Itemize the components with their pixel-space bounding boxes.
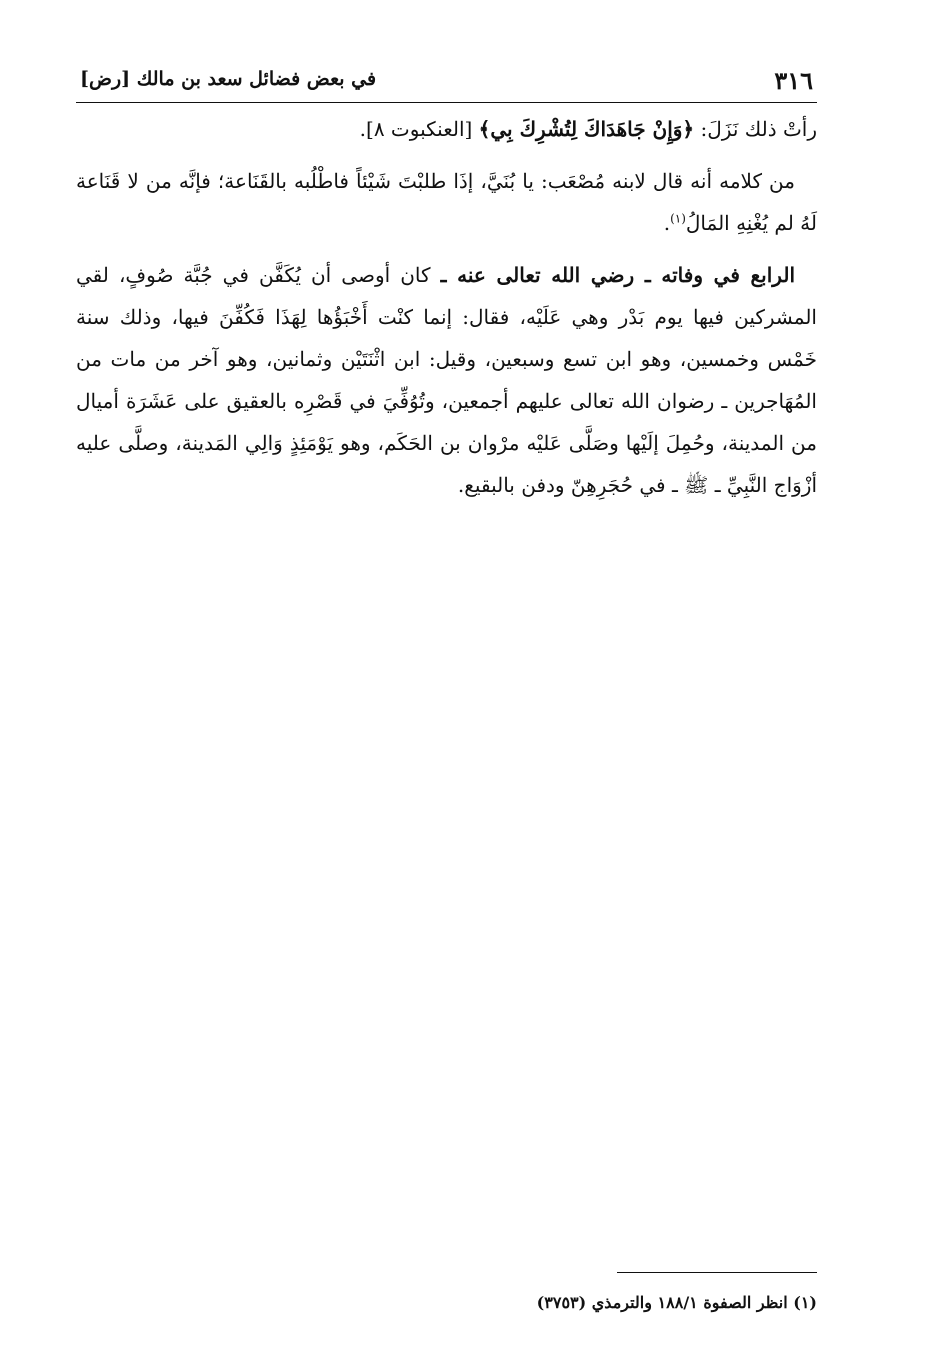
verse-reference: [العنكبوت ٨]. bbox=[359, 117, 479, 141]
footnote-marker: (١) bbox=[670, 211, 686, 226]
body-text bbox=[76, 108, 817, 516]
footnote: (١) انظر الصفوة ١٨٨/١ والترمذي (٣٧٥٣) bbox=[536, 1293, 817, 1312]
quran-verse: ﴿وَإِنْ جَاهَدَاكَ لِتُشْرِكَ بِي﴾ bbox=[478, 117, 695, 141]
paragraph-saying bbox=[76, 160, 817, 244]
section-heading: الرابع في وفاته ـ رضي الله تعالى عنه ـ bbox=[440, 263, 795, 287]
running-title: في بعض فضائل سعد بن مالك [رض] bbox=[80, 68, 377, 90]
saying-text: من كلامه أنه قال لابنه مُصْعَب: يا بُنَيَّ، إذَا طلبْتَ شَيْئاً فاطْلُبه بالقَنَاعة؛ فإنَّه من لا قَنَاعة لَهُ لم يُغْنِهِ المَالُ bbox=[76, 169, 817, 235]
running-header bbox=[76, 58, 817, 103]
paragraph-intro: رأتْ ذلك نَزَلَ: bbox=[694, 117, 817, 141]
paragraph-death bbox=[76, 254, 817, 506]
page-number: ٣١٦ bbox=[774, 66, 813, 95]
footnote-divider bbox=[617, 1272, 817, 1273]
death-text: كان أوصى أن يُكَفَّن في جُبَّة صُوفٍ، لقي المشركين فيها يوم بَدْر وهي عَلَيْه، فقال: إنما كنْت أَخْبَؤُها لِهَذَا فَكُفِّنَ فيها، وذلك سنة خَمْس وخمسين، وهو ابن تسع وسبعين، وقيل: ابن اثْنَتَيْن وثمانين، وهو آخر من مات من المُهَاجرين ـ رضوان الله تعالى عليهم أجمعين، وتُوُفِّيَ في قَصْرِه بالعقيق على عَشَرَة أميال من المدينة، وحُمِلَ إلَيْها وصَلَّى عَليْه مرْوان بن الحَكَم، وهو يَوْمَئِذٍ وَالِي المَدينة، وصلَّى عليه أزْوَاج النَّبِيِّ ـ ﷺ ـ في حُجَرِهِنّ ودفن بالبقيع. bbox=[76, 263, 817, 497]
paragraph-verse bbox=[76, 108, 817, 150]
saying-end: . bbox=[663, 211, 671, 235]
